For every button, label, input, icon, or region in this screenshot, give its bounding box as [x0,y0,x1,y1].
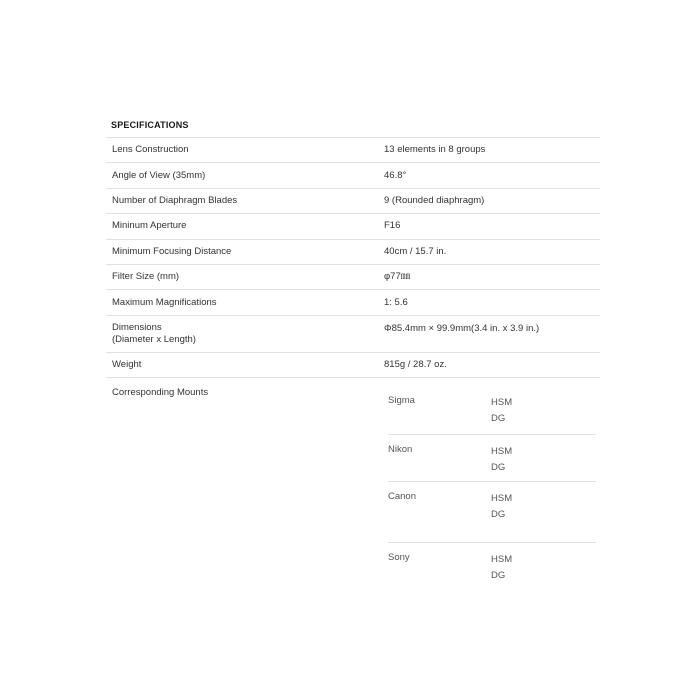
mounts-table [384,388,600,593]
spec-label: Mininum Aperture [112,220,187,232]
spec-value: 1: 5.6 [384,296,408,308]
spec-value: 13 elements in 8 groups [384,144,486,156]
mount-name: Canon [388,491,416,503]
spec-label: Corresponding Mounts [112,387,209,399]
mount-name: Sigma [388,395,415,407]
spec-value: 815g / 28.7 oz. [384,358,447,370]
mount-row-nikon [388,435,596,482]
spec-row-weight [106,353,600,378]
spec-label: Filter Size (mm) [112,271,180,283]
spec-value: Φ85.4mm × 99.9mm(3.4 in. x 3.9 in.) [384,322,540,334]
spec-row-lens-construction [106,138,600,163]
mount-feature: DG [491,509,506,521]
spec-label: Number of Diaphragm Blades [112,194,238,206]
spec-value: F16 [384,220,401,232]
mount-row-sony [388,543,596,593]
mount-name: Nikon [388,444,413,456]
spec-row-minimum-focusing-distance [106,240,600,265]
mount-features [491,543,596,593]
spec-row-corresponding-mounts [106,378,600,593]
spec-label: Maximum Magnifications [112,296,217,308]
mount-features [491,482,596,542]
mount-feature: HSM [491,446,513,458]
spec-label: Weight [112,358,142,370]
spec-row-minimum-aperture [106,214,600,239]
mount-feature: DG [491,413,506,425]
mount-feature: HSM [491,397,513,409]
mount-features [491,435,596,481]
mount-row-canon [388,482,596,543]
mount-features [491,388,596,434]
spec-label-sub: (Diameter x Length) [112,333,196,345]
mount-name: Sony [388,552,410,564]
spec-label: Angle of View (35mm) [112,169,206,181]
mount-row-sigma [388,388,596,435]
spec-row-maximum-magnifications [106,290,600,315]
spec-value: 9 (Rounded diaphragm) [384,194,485,206]
spec-row-dimensions [106,316,600,353]
spec-row-diaphragm-blades [106,189,600,214]
mount-feature: HSM [491,493,513,505]
spec-value: 40cm / 15.7 in. [384,245,447,257]
specifications-section [106,114,600,593]
spec-value: φ77㎜ [384,271,411,283]
spec-row-angle-of-view [106,163,600,188]
spec-label: Lens Construction [112,144,189,156]
mount-feature: DG [491,462,506,474]
specifications-title: SPECIFICATIONS [106,114,600,138]
spec-label: Minimum Focusing Distance [112,245,232,257]
mount-feature: DG [491,570,506,582]
spec-value: 46.8° [384,169,407,181]
spec-label-main: Dimensions [112,321,162,333]
mount-feature: HSM [491,554,513,566]
spec-label [106,322,384,346]
spec-row-filter-size [106,265,600,290]
